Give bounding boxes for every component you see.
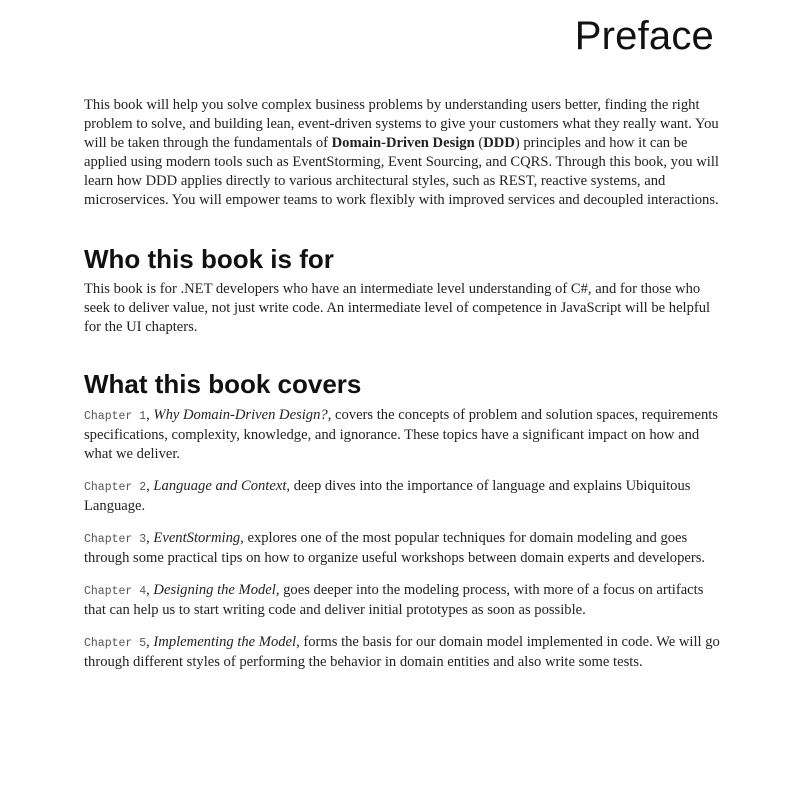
chapter-title: Designing the Model (153, 582, 276, 598)
chapter-label: Chapter 5 (84, 637, 147, 650)
chapter-description: , deep dives into the importance of language and explains Ubiquitous Language. (84, 478, 691, 514)
chapter-label: Chapter 1 (84, 410, 147, 423)
intro-text-3: ) principles and how it can be applied using modern tools such as EventStorming, Event Sourcing, and CQRS. Through this book, you will learn how DDD applies directly to various architectural styles, such as REST, reactive systems, and microservices. You will empower teams to work flexibly with improved services and decoupled interactions. (84, 135, 719, 208)
chapter-label: Chapter 4 (84, 585, 147, 598)
chapter-description: , goes deeper into the modeling process, with more of a focus on artifacts that can help us to start writing code and deliver initial prototypes as soon as possible. (84, 582, 704, 618)
chapter-summary-4: Chapter 4, Designing the Model, goes deeper into the modeling process, with more of a focus on artifacts that can help us to start writing code and deliver initial prototypes as soon as possible. (84, 582, 704, 618)
intro-paragraph (84, 96, 720, 210)
chapter-description: , explores one of the most popular techniques for domain modeling and goes through some practical tips on how to organize useful workshops between domain experts and developers. (84, 530, 706, 566)
chapter-description: , forms the basis for our domain model implemented in code. We will go through different styles of performing the behavior in domain entities and also write some tests. (84, 634, 720, 670)
chapter-title: Why Domain-Driven Design? (153, 407, 328, 423)
intro-text-1: This book will help you solve complex business problems by understanding users better, finding the right problem to solve, and building lean, event-driven systems to give your customers what they really want. You will be taken through the fundamentals of (84, 97, 719, 151)
chapter-title: Implementing the Model (153, 634, 297, 650)
intro-text-2: ( (474, 135, 484, 151)
page-title: Preface (574, 14, 714, 58)
section-heading-covers: What this book covers (84, 369, 362, 399)
chapter-summary-3: Chapter 3, EventStorming, explores one of the most popular techniques for domain modeling and goes through some practical tips on how to organize useful workshops between domain experts and developers. (84, 530, 706, 566)
chapter-summary-5: Chapter 5, Implementing the Model, forms the basis for our domain model implemented in code. We will go through different styles of performing the behavior in domain entities and also write some tests. (84, 634, 720, 670)
who-paragraph: This book is for .NET developers who have an intermediate level understanding of C#, and for those who seek to deliver value, not just write code. An intermediate level of competence in JavaScript will be helpful for the UI chapters. (84, 281, 711, 335)
chapter-label: Chapter 2 (84, 481, 147, 494)
intro-bold-ddd-abbr: DDD (483, 135, 515, 151)
page-content (84, 96, 720, 685)
section-heading-who: Who this book is for (84, 244, 334, 274)
intro-bold-ddd-full: Domain-Driven Design (331, 135, 475, 151)
chapter-summary-1: Chapter 1, Why Domain-Driven Design?, covers the concepts of problem and solution spaces, requirements specifications, complexity, knowledge, and ignorance. These topics have a significant impact on how and what we deliver. (84, 407, 718, 462)
chapter-title: EventStorming (153, 530, 241, 546)
chapter-description: , covers the concepts of problem and solution spaces, requirements specifications, complexity, knowledge, and ignorance. These topics have a significant impact on how and what we deliver. (84, 407, 718, 462)
chapter-label: Chapter 3 (84, 533, 147, 546)
chapter-summary-2: Chapter 2, Language and Context, deep dives into the importance of language and explains Ubiquitous Language. (84, 478, 691, 514)
chapter-title: Language and Context (153, 478, 287, 494)
